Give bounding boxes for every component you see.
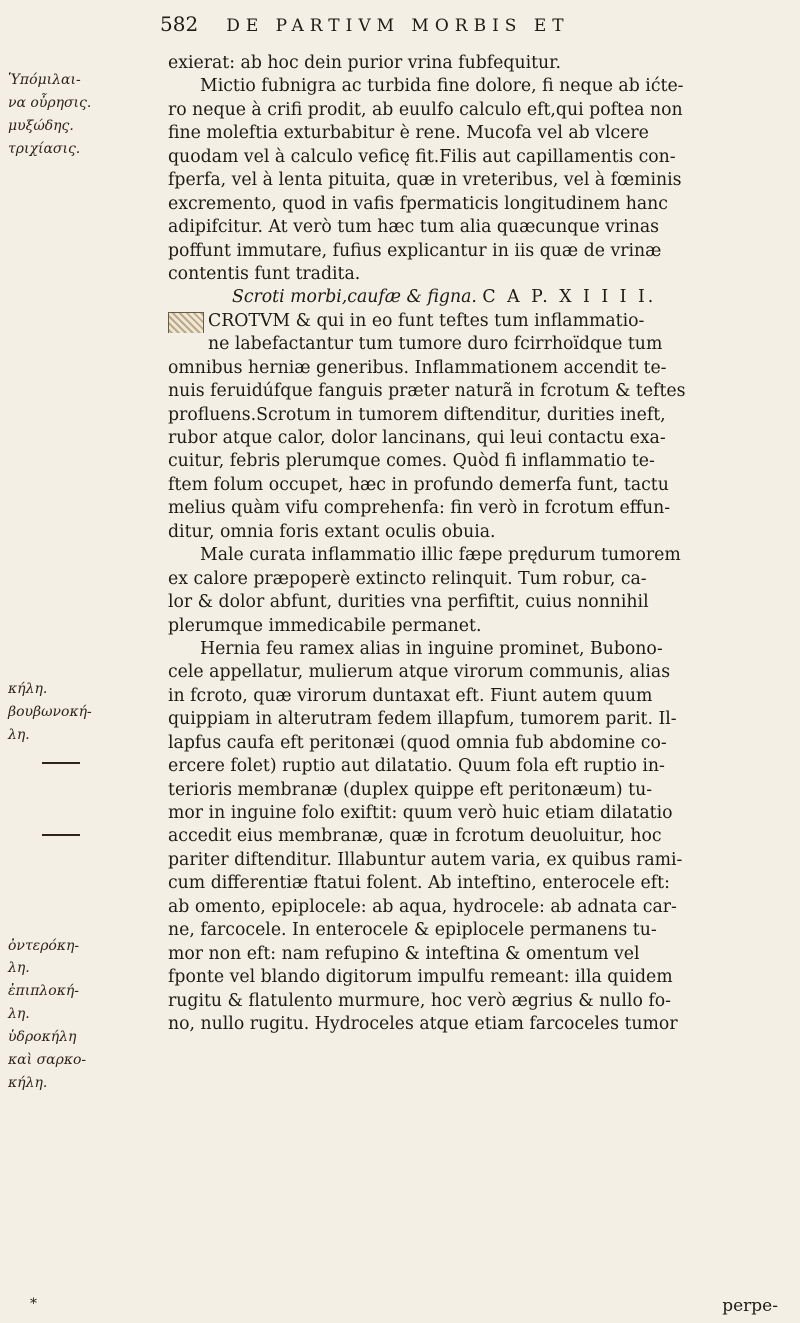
text-line: terioris membranæ (duplex quippe eft peritonæum) tu- <box>168 779 653 800</box>
margin-note: κήλη. <box>8 1075 48 1091</box>
text-line: profluens.Scrotum in tumorem diftenditur, durities ineft, <box>168 404 666 425</box>
text-line: lor & dolor abfunt, durities vna perfiftit, cuius nonnihil <box>168 592 649 613</box>
margin-note: μυξώδης. <box>8 118 74 134</box>
text-line: rugitu & flatulento murmure, hoc verò ægrius & nullo fo- <box>168 990 671 1011</box>
margin-note: ὑδροκήλη <box>8 1029 77 1045</box>
text-line: melius quàm vifu comprehenfa: fin verò in fcrotum effun- <box>168 498 671 519</box>
text-line: ercere folet) ruptio aut dilatatio. Quum fola eft ruptio in- <box>168 756 665 777</box>
text-line: ftem folum occupet, hæc in profundo demerfa funt, tactu <box>168 474 669 495</box>
margin-note: λη. <box>8 1006 30 1022</box>
text-line: fponte vel blando digitorum impulfu remeant: illa quidem <box>168 967 673 988</box>
text-line: cum differentiæ ftatui folent. Ab inteftino, enterocele eft: <box>168 873 670 894</box>
margin-note: λη. <box>8 727 30 743</box>
signature-mark: * <box>30 1296 37 1312</box>
text-line: no, nullo rugitu. Hydroceles atque etiam farcoceles tumor <box>168 1013 678 1034</box>
text-line-content: CROTVM & qui in eo funt teftes tum inflammatio- <box>208 310 645 331</box>
margin-note: καὶ σαρκο- <box>8 1052 87 1068</box>
text-line: cuitur, febris plerumque comes. Quòd fi inflammatio te- <box>168 451 655 472</box>
text-line: poffunt immutare, fufius explicantur in iis quæ de vrinæ <box>168 240 662 261</box>
margin-note: κήλη. <box>8 681 48 697</box>
running-header <box>160 12 780 42</box>
text-line: ditur, omnia foris extant oculis obuia. <box>168 521 496 542</box>
main-text <box>168 52 788 1036</box>
text-line: fine moleftia exturbabitur è rene. Mucofa vel ab vlcere <box>168 123 649 144</box>
text-line: nuis feruidúfque fanguis præter naturã in fcrotum & teftes <box>168 381 686 402</box>
ornamental-initial <box>168 312 204 333</box>
text-line: Mictio fubnigra ac turbida fine dolore, fi neque ab ićte- <box>200 76 684 97</box>
margin-dash <box>42 834 80 836</box>
text-line: excremento, quod in vafis fpermaticis longitudinem hanc <box>168 193 668 214</box>
text-line: accedit eius membranæ, quæ in fcrotum deuoluitur, hoc <box>168 826 662 847</box>
margin-note: λη. <box>8 960 30 976</box>
text-line: pariter diftenditur. Illabuntur autem varia, ex quibus rami- <box>168 849 683 870</box>
text-line: quodam vel à calculo veficę fit.Filis aut capillamentis con- <box>168 146 676 167</box>
text-line: Male curata inflammatio illic fæpe prędurum tumorem <box>200 545 681 566</box>
running-title: DE PARTIVM MORBIS ET <box>226 16 570 36</box>
text-line: exierat: ab hoc dein purior vrina fubfequitur. <box>168 53 562 73</box>
text-line: rubor atque calor, dolor lancinans, qui leui contactu exa- <box>168 428 666 448</box>
text-line: quippiam in alterutram fedem illapfum, tumorem parit. Il- <box>168 709 677 730</box>
text-line <box>168 310 788 333</box>
chapter-heading <box>168 286 788 309</box>
text-line: ab omento, epiplocele: ab aqua, hydrocele: ab adnata car- <box>168 896 677 917</box>
margin-note: τριχίασις. <box>8 141 81 157</box>
text-line: ro neque à crifi prodit, ab euulfo calculo eft,qui poftea non <box>168 99 683 120</box>
text-line: plerumque immedicabile permanet. <box>168 615 482 636</box>
margin-note: βουβωνοκή- <box>8 704 92 720</box>
text-line: ne, farcocele. In enterocele & epiplocele permanens tu- <box>168 920 657 941</box>
text-line: lapfus caufa eft peritonæi (quod omnia fub abdomine co- <box>168 732 667 753</box>
chapter-title: Scroti morbi,caufæ & figna. <box>232 287 477 308</box>
text-line: omnibus herniæ generibus. Inflammationem accendit te- <box>168 357 667 378</box>
margin-note: ἐπιπλοκή- <box>8 983 80 999</box>
margin-note: ὀντερόκη- <box>8 938 80 954</box>
text-line: mor non eft: nam refupino & inteftina & omentum vel <box>168 943 640 964</box>
chapter-number: C A P. X I I I I. <box>482 287 657 308</box>
text-line: Hernia feu ramex alias in inguine prominet, Bubono- <box>200 638 663 659</box>
margin-note: να οὖρησις. <box>8 95 92 111</box>
text-line: fperfa, vel à lenta pituita, quæ in vreteribus, vel à fœminis <box>168 170 682 191</box>
margin-note: Ὑπόμιλαι- <box>8 72 81 88</box>
catchword: perpe- <box>722 1296 778 1316</box>
text-line: mor in inguine folo exiftit: quum verò huic etiam dilatatio <box>168 803 673 823</box>
text-line: cele appellatur, mulierum atque virorum communis, alias <box>168 662 671 683</box>
text-line: ne labefactantur tum tumore duro fcirrhoïdque tum <box>208 334 663 355</box>
margin-dash <box>42 762 80 764</box>
text-line: in fcroto, quæ virorum duntaxat eft. Fiunt autem quum <box>168 685 653 706</box>
text-line: adipifcitur. At verò tum hæc tum alia quæcunque vrinas <box>168 217 660 238</box>
text-line: contentis funt tradita. <box>168 263 361 284</box>
text-line: ex calore præpoperè extincto relinquit. Tum robur, ca- <box>168 568 647 589</box>
page-number: 582 <box>160 12 199 36</box>
